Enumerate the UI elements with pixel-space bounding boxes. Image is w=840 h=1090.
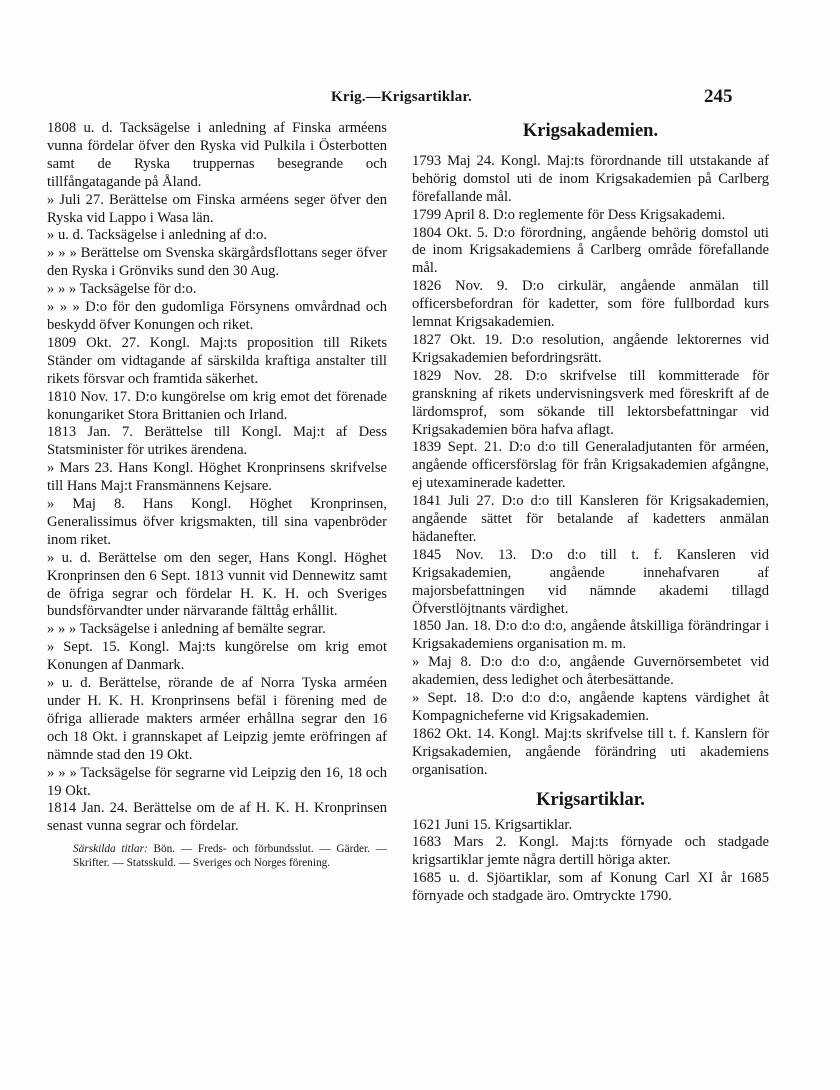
right-column: [412, 120, 769, 906]
entry: 1810 Nov. 17. D:o kungörelse om krig emot det förenade konungariket Stora Brittanien och Irland.: [47, 388, 387, 423]
entry: » Sept. 18. D:o d:o d:o, angående kaptens värdighet åt Kompagnicheferne vid Krigsakademien.: [412, 690, 769, 724]
entry: 1829 Nov. 28. D:o skrifvelse till kommitterade för granskning af rikets undervisningsverk med föreskrift af de lärdomsprof, som sökande till lektorsbefattningar vid Krigsakademien böra hafva aflagt.: [412, 367, 769, 438]
entry: 1804 Okt. 5. D:o förordning, angående behörig domstol uti de inom Krigsakademiens å Carlberg område förefallande mål.: [412, 224, 769, 277]
entry: 1793 Maj 24. Kongl. Maj:ts förordnande till utstakande af behörig domstol uti de inom Krigsakademien på Carlberg förefallande mål.: [412, 152, 769, 205]
entry: 1808 u. d. Tacksägelse i anledning af Finska arméens vunna fördelar öfver den Ryska vid Pulkila i Österbotten samt de Ryska truppernas besegrande och tillfångatagande på Åland.: [47, 120, 387, 190]
entry: » » » Tacksägelse för segrarne vid Leipzig den 16, 18 och 19 Okt.: [47, 764, 387, 799]
special-titles-note: [47, 842, 387, 870]
section-heading-krigsartiklar: Krigsartiklar.: [536, 789, 645, 810]
entry: 1621 Juni 15. Krigsartiklar.: [412, 816, 573, 833]
entry: 1839 Sept. 21. D:o d:o till Generaladjutanten för arméen, angående officersförslag för från Krigsakademien afgångne, ej utexaminerade kadetter.: [412, 439, 769, 492]
entry: » u. d. Berättelse om den seger, Hans Kongl. Höghet Kronprinsen den 6 Sept. 1813 vunnit vid Dennewitz samt de öfriga segrar och fördelar H. K. H. och Sveriges bundsförvandter under närvarande fälttåg erhållit.: [47, 549, 387, 620]
entry: 1809 Okt. 27. Kongl. Maj:ts proposition till Rikets Ständer om vidtagande af särskilda kraftiga anstalter till rikets försvar och framtida säkerhet.: [47, 334, 387, 387]
entry: » » » Tacksägelse i anledning af bemälte segrar.: [47, 621, 326, 638]
entry: » Maj 8. D:o d:o d:o, angående Guvernörsembetet vid akademien, dess ledighet och återbesättande.: [412, 654, 769, 689]
entry: 1845 Nov. 13. D:o d:o till t. f. Kansleren vid Krigsakademien, angående innehafvaren af majorsbefattningen vid nämnde akademi tillagd Öfverstlöjtnants värdighet.: [412, 546, 769, 617]
entry: » Sept. 15. Kongl. Maj:ts kungörelse om krig emot Konungen af Danmark.: [47, 639, 387, 674]
note-text: Bön. — Freds- och förbundsslut. — Gärder. — Skrifter. — Statsskuld. — Sveriges och Norges förening.: [73, 843, 387, 870]
entry: » u. d. Tacksägelse i anledning af d:o.: [47, 227, 267, 244]
entry: » Juli 27. Berättelse om Finska arméens seger öfver den Ryska vid Lappo i Wasa län.: [47, 191, 387, 226]
entry: » Maj 8. Hans Kongl. Höghet Kronprinsen, Generalissimus öfver krigsmakten, till sina vapenbröder inom riket.: [47, 496, 387, 548]
entry: 1827 Okt. 19. D:o resolution, angående lektorernes vid Krigsakademien befordringsrätt.: [412, 331, 769, 366]
entry: » » » D:o för den gudomliga Försynens omvårdnad och beskydd öfver Konungen och riket.: [47, 299, 387, 333]
entry: » » » Tacksägelse för d:o.: [47, 281, 197, 298]
entry: 1841 Juli 27. D:o d:o till Kansleren för Krigsakademien, angående sättet för betalande af kadetters anmälan hädanefter.: [412, 493, 769, 545]
entry: » u. d. Berättelse, rörande de af Norra Tyska arméen under H. K. H. Kronprinsens befäl i förening med de öfriga allierade makters arméer erhållna segrar den 16 och 18 Okt. i grannskapet af Leipzig jemte eröfringen af nämnde stad den 19 Okt.: [47, 675, 387, 763]
entry: 1814 Jan. 24. Berättelse om de af H. K. H. Kronprinsen senast vunna segrar och fördelar.: [47, 800, 387, 835]
krigsartiklar-entries: [412, 817, 769, 907]
entry: 1685 u. d. Sjöartiklar, som af Konung Carl XI år 1685 förnyade och stadgade äro. Omtryckte 1790.: [412, 870, 769, 905]
entry: 1826 Nov. 9. D:o cirkulär, angående anmälan till officersbefordran för kadetter, som före fullbordad kurs lemnat Krigsakademien.: [412, 278, 769, 331]
entry: » Mars 23. Hans Kongl. Höghet Kronprinsens skrifvelse till Hans Maj:t Fransmännens Kejsare.: [47, 460, 387, 495]
left-column: [47, 120, 387, 870]
entry: 1683 Mars 2. Kongl. Maj:ts förnyade och stadgade krigsartiklar jemte några dertill höriga akter.: [412, 834, 769, 869]
entry: 1799 April 8. D:o reglemente för Dess Krigsakademi.: [412, 206, 726, 223]
section-heading-krigsakademien: Krigsakademien.: [522, 121, 659, 141]
note-label: Särskilda titlar:: [73, 843, 148, 856]
running-head: Krig.—Krigsartiklar.: [331, 89, 472, 105]
entry: » » » Berättelse om Svenska skärgårdsflottans seger öfver den Ryska i Grönviks sund den 30 Aug.: [47, 245, 387, 280]
entry: 1850 Jan. 18. D:o d:o d:o, angående åtskilliga förändringar i Krigsakademiens organisation m. m.: [412, 618, 769, 653]
krigsakademien-entries: [412, 153, 769, 780]
left-entries: [47, 120, 387, 836]
entry: 1813 Jan. 7. Berättelse till Kongl. Maj:t af Dess Statsminister för utrikes ärendena.: [47, 424, 387, 459]
entry: 1862 Okt. 14. Kongl. Maj:ts skrifvelse till t. f. Kanslern för Krigsakademien, angående förändring uti akademiens organisation.: [412, 725, 769, 778]
page-number: 245: [704, 86, 733, 107]
